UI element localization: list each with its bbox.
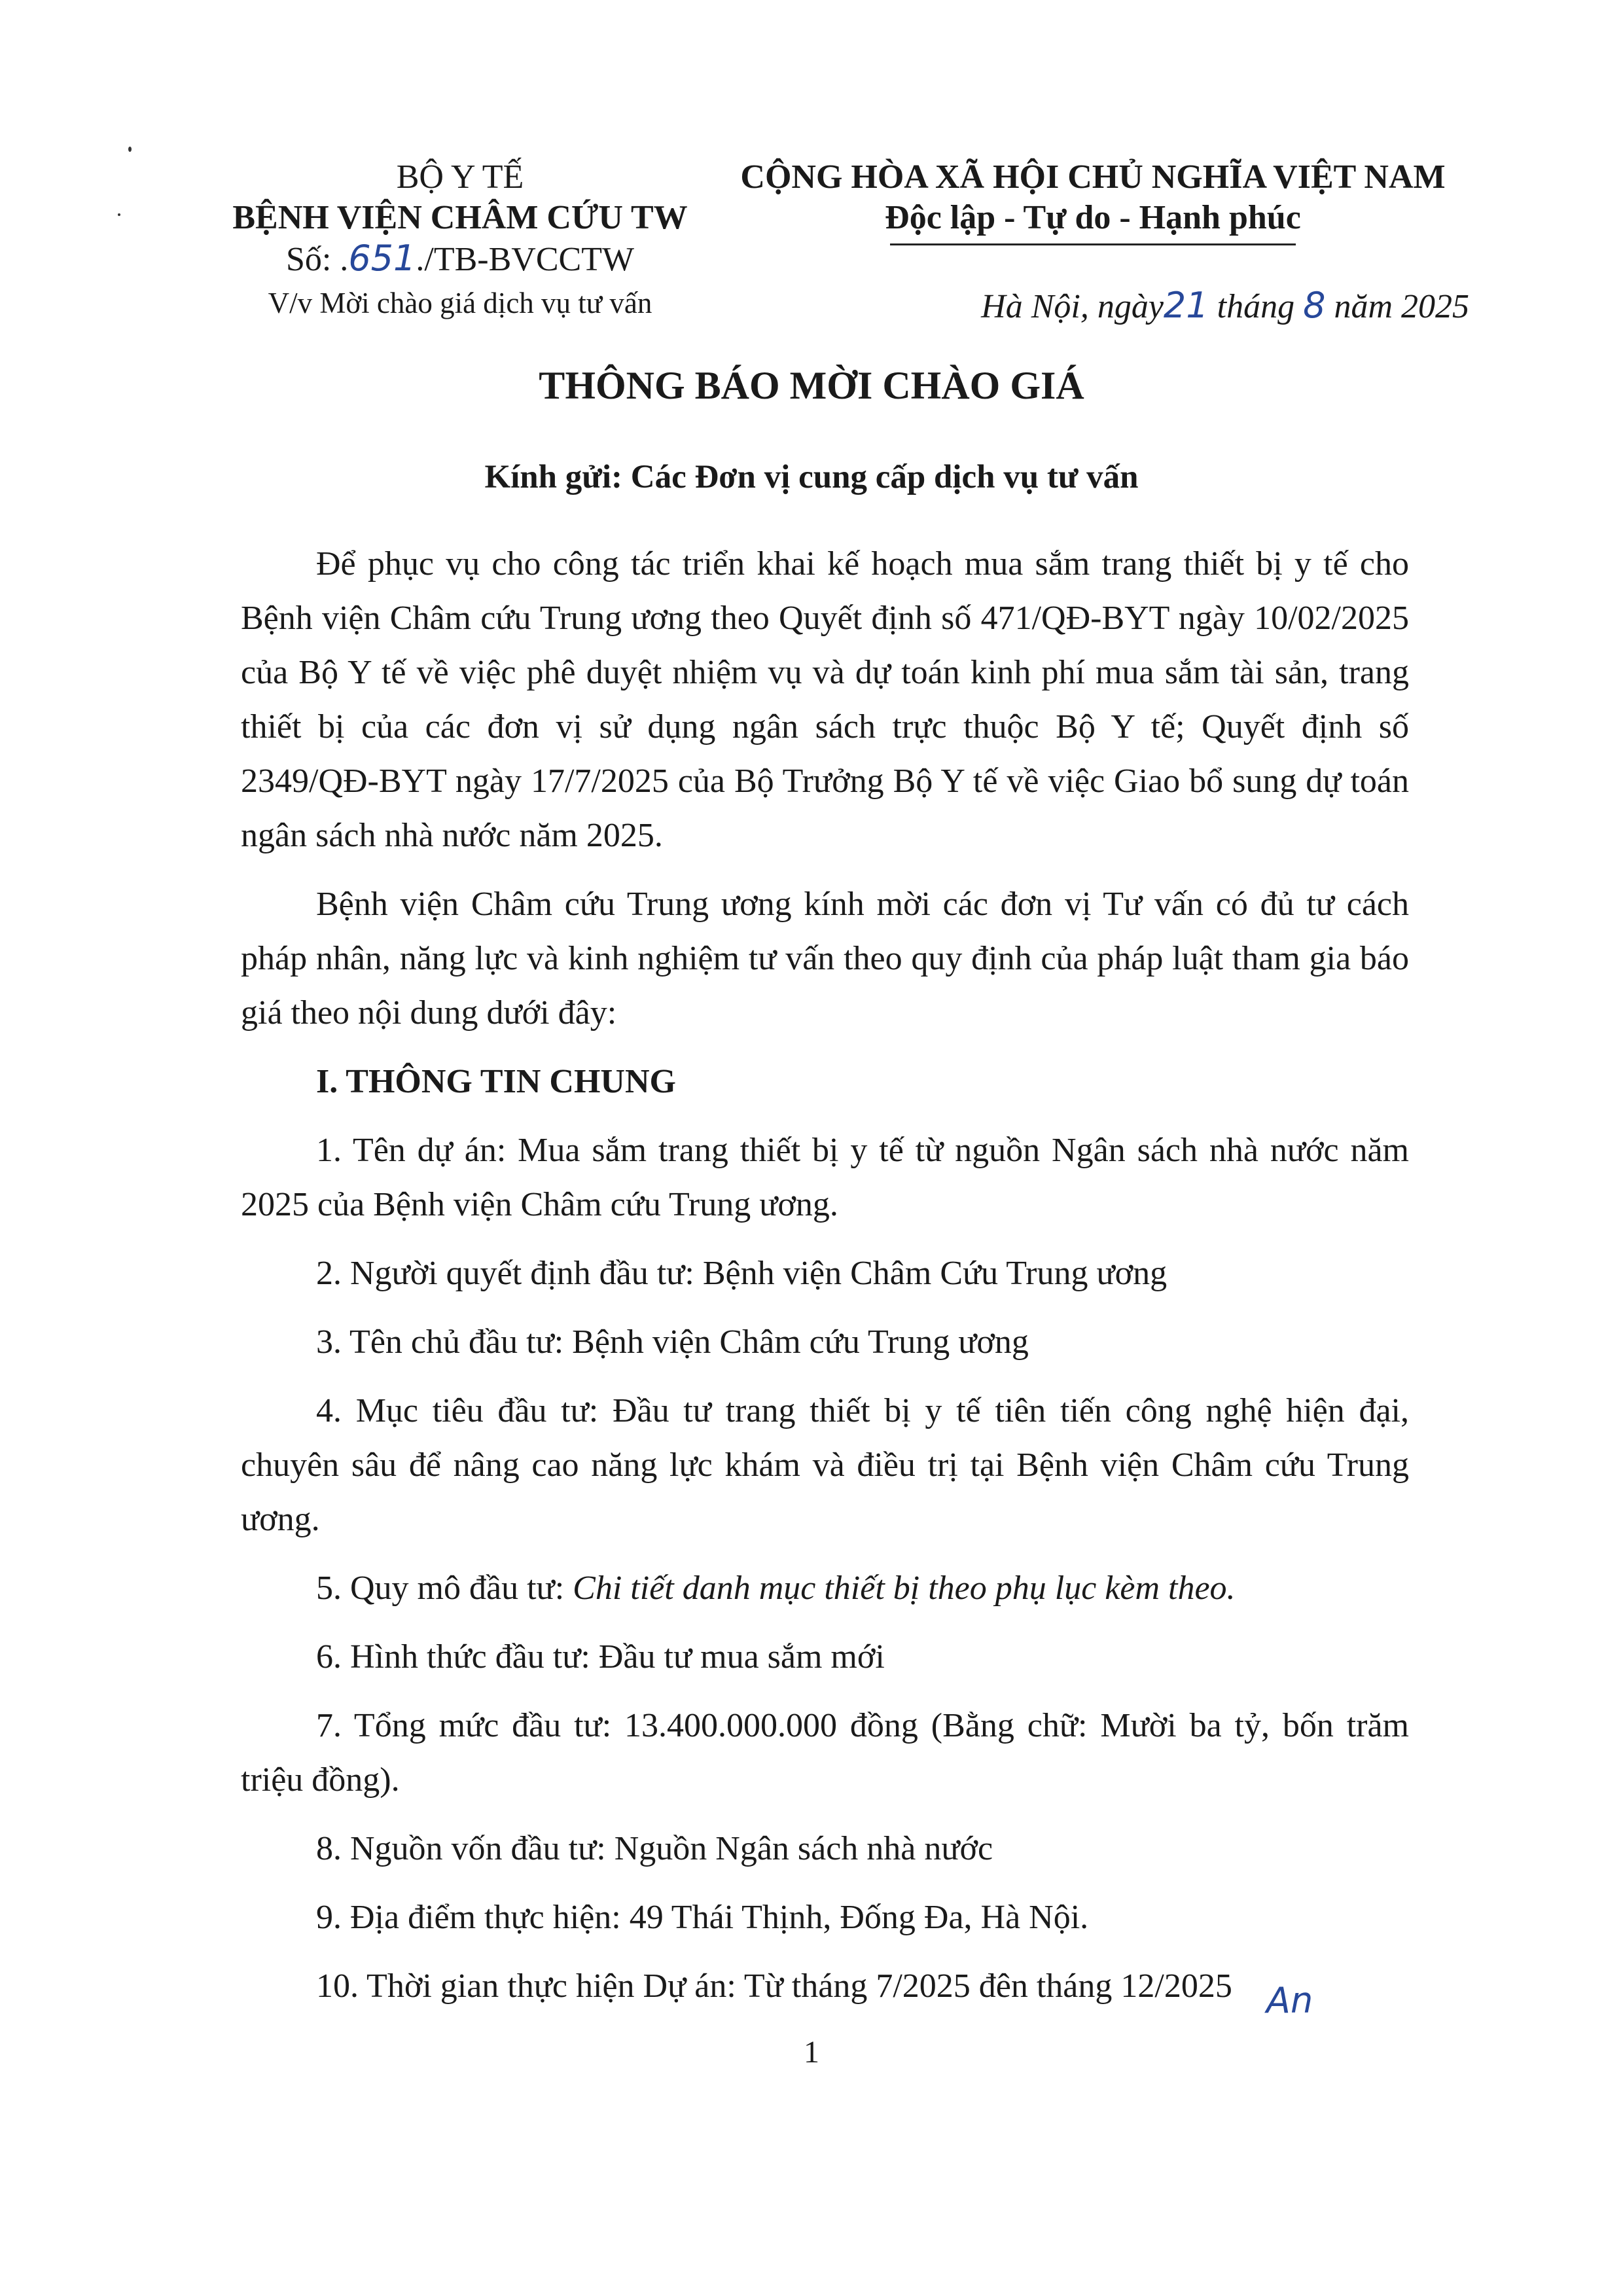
ministry-name: BỘ Y TẾ <box>396 158 524 196</box>
list-item: 1. Tên dự án: Mua sắm trang thiết bị y tế từ nguồn Ngân sách nhà nước năm 2025 của Bệnh viện Châm cứu Trung ương. <box>241 1132 1409 1223</box>
list-item <box>241 1561 1409 1615</box>
item5-value: Chi tiết danh mục thiết bị theo phụ lục kèm theo. <box>573 1570 1236 1607</box>
scan-speck <box>128 147 132 152</box>
document-subject: V/v Mời chào giá dịch vụ tư vấn <box>268 287 652 319</box>
date-prefix: Hà Nội, ngày <box>981 288 1164 325</box>
doc-number-suffix: ./TB-BVCCTW <box>416 241 635 278</box>
date-mid: tháng <box>1208 288 1304 325</box>
list-item: 6. Hình thức đầu tư: Đầu tư mua sắm mới <box>316 1638 885 1676</box>
list-item: 9. Địa điểm thực hiện: 49 Thái Thịnh, Đống Đa, Hà Nội. <box>316 1899 1089 1936</box>
motto-underline <box>890 243 1296 245</box>
greeting: Kính gửi: Các Đơn vị cung cấp dịch vụ tư vấn <box>484 459 1139 495</box>
list-item: 4. Mục tiêu đầu tư: Đầu tư trang thiết bị y tế tiên tiến công nghệ hiện đại, chuyên sâu để nâng cao năng lực khám và điều trị tại Bệnh viện Châm cứu Trung ương. <box>241 1392 1409 1538</box>
date-day-handwritten: 21 <box>1163 285 1209 326</box>
page-number: 1 <box>804 2035 819 2070</box>
document-number <box>208 238 712 280</box>
date-month-handwritten: 8 <box>1303 285 1326 326</box>
issuer-block <box>208 157 712 323</box>
list-item: 8. Nguồn vốn đầu tư: Nguồn Ngân sách nhà nước <box>316 1830 993 1867</box>
section-heading: I. THÔNG TIN CHUNG <box>316 1063 676 1100</box>
national-heading <box>710 157 1476 326</box>
list-item: 7. Tổng mức đầu tư: 13.400.000.000 đồng (Bằng chữ: Mười ba tỷ, bốn trăm triệu đồng). <box>241 1707 1409 1799</box>
document-body <box>241 537 1409 2028</box>
national-motto: Độc lập - Tự do - Hạnh phúc <box>885 199 1301 236</box>
doc-number-prefix: Số: . <box>285 241 349 278</box>
intro-paragraph: Để phục vụ cho công tác triển khai kế hoạch mua sắm trang thiết bị y tế cho Bệnh viện Châm cứu Trung ương theo Quyết định số 471/QĐ-BYT ngày 10/02/2025 của Bộ Y tế về việc phê duyệt nhiệm vụ và dự toán kinh phí mua sắm tài sản, trang thiết bị của các đơn vị sử dụng ngân sách trực thuộc Bộ Y tế; Quyết định số 2349/QĐ-BYT ngày 17/7/2025 của Bộ Trưởng Bộ Y tế về việc Giao bổ sung dự toán ngân sách nhà nước năm 2025. <box>241 545 1409 854</box>
handwritten-initials: An <box>1266 1980 1313 2021</box>
list-item: 3. Tên chủ đầu tư: Bệnh viện Châm cứu Trung ương <box>316 1323 1029 1361</box>
invitation-paragraph: Bệnh viện Châm cứu Trung ương kính mời các đơn vị Tư vấn có đủ tư cách pháp nhân, năng lực và kinh nghiệm tư vấn theo quy định của pháp luật tham gia báo giá theo nội dung dưới đây: <box>241 886 1409 1031</box>
hospital-name: BỆNH VIỆN CHÂM CỨU TW <box>232 199 688 236</box>
item5-label: 5. Quy mô đầu tư: <box>316 1570 573 1607</box>
list-item: 10. Thời gian thực hiện Dự án: Từ tháng 7/2025 đên tháng 12/2025 <box>316 1967 1232 2005</box>
document-title: THÔNG BÁO MỜI CHÀO GIÁ <box>539 364 1084 407</box>
date-suffix: năm 2025 <box>1325 288 1469 325</box>
country-name: CỘNG HÒA XÃ HỘI CHỦ NGHĨA VIỆT NAM <box>740 158 1446 196</box>
scan-speck <box>118 213 120 216</box>
document-date <box>710 285 1476 326</box>
list-item: 2. Người quyết định đầu tư: Bệnh viện Châm Cứu Trung ương <box>316 1255 1168 1292</box>
doc-number-handwritten: 651 <box>348 238 416 279</box>
